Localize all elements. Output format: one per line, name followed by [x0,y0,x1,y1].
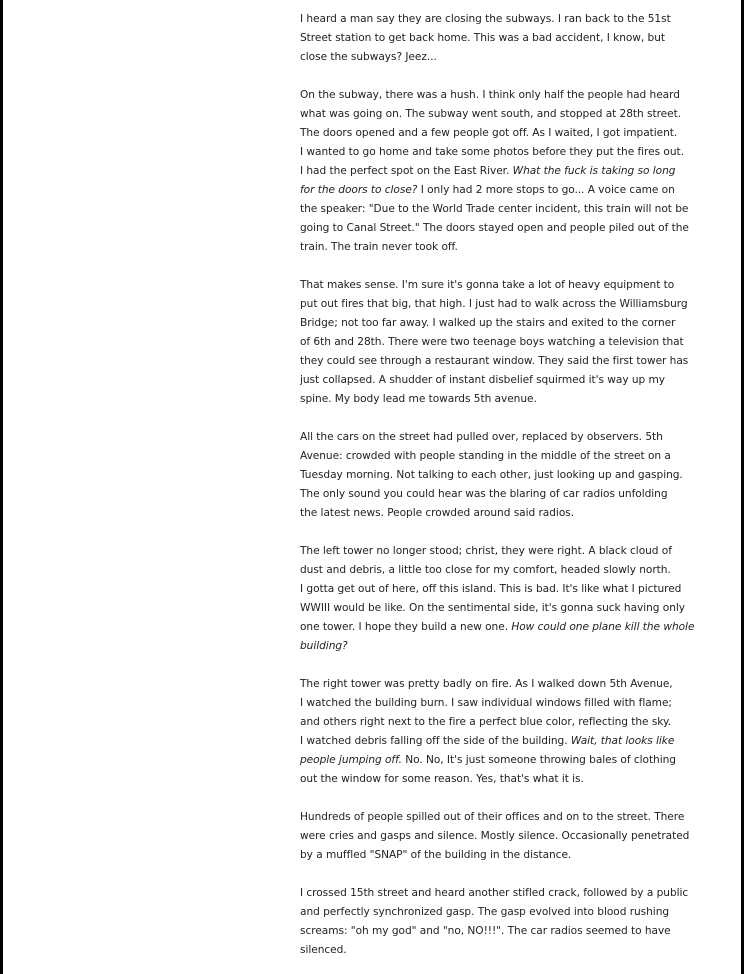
italic-text: Wait, that looks like [570,735,675,747]
text: The right tower was pretty badly on fire. As I walked down 5th Avenue, [300,678,673,690]
text: Avenue: crowded with people standing in the middle of the street on a [300,450,671,462]
text-line [300,637,725,656]
text: I watched debris falling off the side of the building. [300,735,571,747]
text-line [300,352,725,371]
text: WWIII would be like. On the sentimental side, it's gonna suck having only [300,602,685,614]
text-line [300,428,725,447]
text-line [300,751,725,770]
text-line [300,694,725,713]
text-line [300,903,725,922]
text-line [300,485,725,504]
text-line [300,390,725,409]
paragraph [300,428,725,523]
text: close the subways? Jeez... [300,51,437,63]
text-line [300,10,725,29]
text: I wanted to go home and take some photos before they put the fires out. [300,146,684,158]
text-line [300,599,725,618]
text: of 6th and 28th. There were two teenage boys watching a television that [300,336,684,348]
paragraph [300,276,725,409]
text: Bridge; not too far away. I walked up the stairs and exited to the corner [300,317,676,329]
text-line [300,827,725,846]
text-line [300,200,725,219]
text-line [300,561,725,580]
paragraph [300,808,725,865]
italic-text: for the doors to close? [300,184,418,196]
text-line [300,371,725,390]
text: just collapsed. A shudder of instant disbelief squirmed it's way up my [300,374,666,386]
text-line [300,504,725,523]
text: dust and debris, a little too close for my comfort, headed slowly north. [300,564,671,576]
text: I only had 2 more stops to go... A voice came on [417,184,675,196]
text-line [300,542,725,561]
text: The only sound you could hear was the blaring of car radios unfolding [300,488,668,500]
text: Street station to get back home. This was a bad accident, I know, but [300,32,665,44]
text-line [300,941,725,960]
text: That makes sense. I'm sure it's gonna take a lot of heavy equipment to [300,279,675,291]
text-line [300,713,725,732]
text-line [300,580,725,599]
text: I had the perfect spot on the East River. [300,165,513,177]
italic-text: people jumping off. [300,754,402,766]
text: I crossed 15th street and heard another stifled crack, followed by a public [300,887,689,899]
text: what was going on. The subway went south, and stopped at 28th street. [300,108,682,120]
text-line [300,276,725,295]
text-line [300,162,725,181]
text: silenced. [300,944,347,956]
text-line [300,846,725,865]
text-line [300,143,725,162]
paragraph [300,884,725,960]
text: were cries and gasps and silence. Mostly silence. Occasionally penetrated [300,830,690,842]
italic-text: How could one plane kill the whole [511,621,695,633]
italic-text: building? [300,640,348,652]
text-line [300,295,725,314]
text: one tower. I hope they build a new one. [300,621,512,633]
text: The doors opened and a few people got off. As I waited, I got impatient. [300,127,678,139]
paragraph [300,675,725,789]
text-line [300,314,725,333]
text: going to Canal Street." The doors stayed open and people piled out of the [300,222,689,234]
text-line [300,770,725,789]
text-line [300,922,725,941]
story-text [300,10,725,974]
text: I heard a man say they are closing the subways. I ran back to the 51st [300,13,671,25]
text: I watched the building burn. I saw individual windows filled with flame; [300,697,672,709]
paragraph [300,10,725,67]
text-line [300,105,725,124]
text: Tuesday morning. Not talking to each other, just looking up and gasping. [300,469,683,481]
text-line [300,238,725,257]
text-line [300,124,725,143]
paragraph [300,86,725,257]
italic-text: What the fuck is taking so long [512,165,676,177]
text: and perfectly synchronized gasp. The gasp evolved into blood rushing [300,906,670,918]
text-line [300,884,725,903]
text: screams: "oh my god" and "no, NO!!!". The car radios seemed to have [300,925,671,937]
text: and others right next to the fire a perfect blue color, reflecting the sky. [300,716,672,728]
text: out the window for some reason. Yes, that's what it is. [300,773,584,785]
text-line [300,219,725,238]
text-line [300,675,725,694]
text: they could see through a restaurant window. They said the first tower has [300,355,689,367]
text: On the subway, there was a hush. I think only half the people had heard [300,89,680,101]
text: by a muffled "SNAP" of the building in the distance. [300,849,572,861]
page [3,0,741,974]
text-line [300,466,725,485]
text: spine. My body lead me towards 5th avenue. [300,393,537,405]
text-line [300,618,725,637]
text-line [300,48,725,67]
text-line [300,447,725,466]
text-line [300,333,725,352]
text: All the cars on the street had pulled over, replaced by observers. 5th [300,431,663,443]
text: train. The train never took off. [300,241,458,253]
text-line [300,808,725,827]
text: Hundreds of people spilled out of their offices and on to the street. There [300,811,685,823]
text: put out fires that big, that high. I just had to walk across the Williamsburg [300,298,688,310]
text: the speaker: "Due to the World Trade center incident, this train will not be [300,203,689,215]
paragraph [300,542,725,656]
text-line [300,732,725,751]
text: I gotta get out of here, off this island. This is bad. It's like what I pictured [300,583,682,595]
text: the latest news. People crowded around said radios. [300,507,575,519]
text: The left tower no longer stood; christ, they were right. A black cloud of [300,545,672,557]
text-line [300,181,725,200]
text-line [300,29,725,48]
text: No. No, It's just someone throwing bales of clothing [401,754,676,766]
text-line [300,86,725,105]
